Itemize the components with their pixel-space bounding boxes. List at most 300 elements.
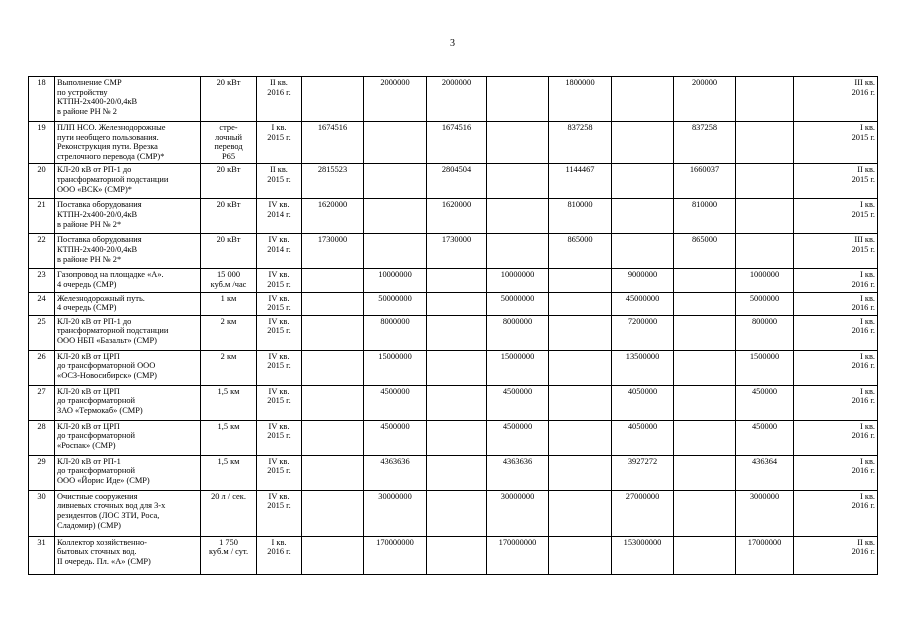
- object-name-line: Поставка оборудования: [57, 235, 142, 245]
- amount-cell: 865000: [549, 234, 612, 269]
- capacity-line: 20 кВт: [216, 165, 241, 175]
- amount-cell: [674, 350, 736, 385]
- start-period: [257, 490, 302, 536]
- amount-cell: [549, 269, 612, 292]
- capacity-line: перевод: [214, 142, 243, 152]
- start-period: [257, 269, 302, 292]
- amount-cell: [427, 350, 487, 385]
- capacity: [201, 350, 257, 385]
- start-period-line: I кв.: [271, 123, 287, 132]
- capacity-line: куб.м /час: [210, 279, 247, 289]
- capacity: [201, 164, 257, 199]
- capacity: [201, 315, 257, 350]
- amount-cell: 810000: [549, 199, 612, 234]
- table-row: [29, 420, 878, 455]
- start-period: [257, 234, 302, 269]
- end-period-line: I кв.: [860, 456, 875, 466]
- start-period-line: 2015 г.: [267, 466, 291, 476]
- object-name-line: «ОСЗ-Новосибирск» (СМР): [57, 370, 157, 380]
- object-name-line: Реконструкция пути. Врезка: [57, 142, 158, 152]
- object-name-line: «Роспак» (СМР): [57, 440, 116, 450]
- amount-cell: 837258: [674, 122, 736, 164]
- amount-cell: [427, 315, 487, 350]
- end-period: [794, 122, 878, 164]
- amount-cell: [427, 420, 487, 455]
- table-row: [29, 122, 878, 164]
- amount-cell: [612, 122, 674, 164]
- row-number: 25: [29, 315, 55, 350]
- object-name: [55, 199, 201, 234]
- amount-cell: [302, 385, 364, 420]
- object-name-line: КЛ-20 кВ от ЦРП: [57, 386, 120, 396]
- start-period: [257, 77, 302, 122]
- start-period-line: IV кв.: [268, 456, 290, 466]
- object-name-line: ООО НБП «Базальт» (СМР): [57, 335, 157, 345]
- start-period-line: 2015 г.: [267, 431, 291, 441]
- end-period: [794, 455, 878, 490]
- object-name-line: в районе РН № 2: [57, 106, 117, 116]
- amount-cell: 5000000: [736, 292, 794, 315]
- amount-cell: 4363636: [487, 455, 549, 490]
- amount-cell: 17000000: [736, 536, 794, 574]
- start-period-line: 2015 г.: [267, 303, 291, 313]
- end-period: [794, 315, 878, 350]
- amount-cell: [549, 292, 612, 315]
- table-body: [29, 77, 878, 575]
- end-period-line: I кв.: [860, 200, 875, 210]
- object-name: [55, 385, 201, 420]
- end-period-line: 2016 г.: [851, 501, 875, 511]
- amount-cell: 15000000: [364, 350, 427, 385]
- amount-cell: [302, 455, 364, 490]
- start-period-line: 2015 г.: [267, 361, 291, 371]
- amount-cell: 1800000: [549, 77, 612, 122]
- capacity: [201, 122, 257, 164]
- table-row: [29, 164, 878, 199]
- row-number: 19: [29, 122, 55, 164]
- end-period-line: I кв.: [860, 421, 875, 431]
- amount-cell: [674, 536, 736, 574]
- amount-cell: [549, 385, 612, 420]
- amount-cell: 2815523: [302, 164, 364, 199]
- amount-cell: 450000: [736, 420, 794, 455]
- capacity-line: стре-: [219, 123, 238, 132]
- capacity: [201, 234, 257, 269]
- amount-cell: 810000: [674, 199, 736, 234]
- amount-cell: [612, 234, 674, 269]
- capacity-line: 2 км: [220, 351, 237, 361]
- amount-cell: 4500000: [364, 385, 427, 420]
- object-name: [55, 164, 201, 199]
- end-period-line: 2016 г.: [851, 326, 875, 336]
- end-period-line: 2016 г.: [851, 431, 875, 441]
- start-period: [257, 315, 302, 350]
- capacity: [201, 292, 257, 315]
- object-name-line: ООО «Йорис Иде» (СМР): [57, 475, 150, 485]
- amount-cell: 30000000: [364, 490, 427, 536]
- start-period-line: IV кв.: [268, 235, 290, 245]
- end-period-line: 2015 г.: [851, 132, 875, 142]
- capacity: [201, 490, 257, 536]
- amount-cell: [427, 385, 487, 420]
- amount-cell: 2000000: [364, 77, 427, 122]
- amount-cell: 200000: [674, 77, 736, 122]
- amount-cell: [674, 385, 736, 420]
- amount-cell: 450000: [736, 385, 794, 420]
- object-name-line: ливневых сточных вод для 3-х: [57, 501, 166, 511]
- object-name-line: трансформаторной подстанции: [57, 326, 169, 336]
- amount-cell: 3927272: [612, 455, 674, 490]
- amount-cell: [549, 490, 612, 536]
- amount-cell: [302, 490, 364, 536]
- capacity-line: 20 кВт: [216, 200, 241, 210]
- object-name-line: Железнодорожный путь.: [57, 293, 145, 303]
- amount-cell: 3000000: [736, 490, 794, 536]
- table-row: [29, 77, 878, 122]
- object-name: [55, 122, 201, 164]
- amount-cell: 800000: [736, 315, 794, 350]
- amount-cell: [302, 420, 364, 455]
- amount-cell: 30000000: [487, 490, 549, 536]
- start-period: [257, 292, 302, 315]
- amount-cell: [736, 77, 794, 122]
- object-name: [55, 455, 201, 490]
- row-number: 22: [29, 234, 55, 269]
- amount-cell: 170000000: [487, 536, 549, 574]
- capacity: [201, 77, 257, 122]
- end-period-line: 2016 г.: [851, 547, 875, 557]
- capacity-line: куб.м / сут.: [208, 547, 249, 557]
- start-period: [257, 455, 302, 490]
- amount-cell: 4363636: [364, 455, 427, 490]
- object-name: [55, 234, 201, 269]
- amount-cell: 436364: [736, 455, 794, 490]
- amount-cell: 13500000: [612, 350, 674, 385]
- start-period-line: 2015 г.: [267, 279, 291, 289]
- amount-cell: 50000000: [364, 292, 427, 315]
- amount-cell: [549, 350, 612, 385]
- object-name-line: до трансформаторной: [57, 466, 136, 476]
- end-period-line: I кв.: [860, 270, 875, 280]
- row-number: 30: [29, 490, 55, 536]
- row-number: 28: [29, 420, 55, 455]
- table-row: [29, 455, 878, 490]
- amount-cell: 4500000: [487, 385, 549, 420]
- object-name: [55, 269, 201, 292]
- end-period: [794, 490, 878, 536]
- amount-cell: [736, 164, 794, 199]
- object-name: [55, 292, 201, 315]
- object-name-line: ЗАО «Термокаб» (СМР): [57, 405, 143, 415]
- amount-cell: [427, 536, 487, 574]
- object-name-line: в районе РН № 2*: [57, 254, 122, 264]
- amount-cell: [674, 490, 736, 536]
- start-period-line: IV кв.: [268, 491, 290, 501]
- end-period: [794, 164, 878, 199]
- amount-cell: 8000000: [487, 315, 549, 350]
- amount-cell: 50000000: [487, 292, 549, 315]
- amount-cell: [736, 122, 794, 164]
- end-period-line: 2016 г.: [851, 279, 875, 289]
- capacity-line: 20 кВт: [216, 78, 241, 87]
- capacity: [201, 199, 257, 234]
- amount-cell: 45000000: [612, 292, 674, 315]
- start-period-line: IV кв.: [268, 293, 290, 303]
- object-name-line: ООО «ВСК» (СМР)*: [57, 184, 132, 194]
- amount-cell: [302, 350, 364, 385]
- amount-cell: 170000000: [364, 536, 427, 574]
- amount-cell: 837258: [549, 122, 612, 164]
- object-name-line: КЛ-20 кВ от ЦРП: [57, 421, 120, 431]
- amount-cell: 1730000: [302, 234, 364, 269]
- end-period-line: 2016 г.: [851, 361, 875, 371]
- start-period-line: IV кв.: [268, 316, 290, 326]
- start-period-line: 2016 г.: [267, 87, 291, 97]
- amount-cell: 1620000: [427, 199, 487, 234]
- row-number: 20: [29, 164, 55, 199]
- start-period-line: 2014 г.: [267, 209, 291, 219]
- capacity-line: 20 кВт: [216, 235, 241, 245]
- amount-cell: 7200000: [612, 315, 674, 350]
- capacity-line: 1,5 км: [217, 456, 240, 466]
- amount-cell: [364, 122, 427, 164]
- object-name-line: КТПН-2х400-20/0,4кВ: [57, 244, 138, 254]
- object-name: [55, 315, 201, 350]
- amount-cell: [674, 315, 736, 350]
- amount-cell: [549, 536, 612, 574]
- end-period-line: 2015 г.: [851, 209, 875, 219]
- amount-cell: 1660037: [674, 164, 736, 199]
- amount-cell: 1730000: [427, 234, 487, 269]
- end-period: [794, 420, 878, 455]
- amount-cell: 2804504: [427, 164, 487, 199]
- end-period: [794, 385, 878, 420]
- object-name: [55, 350, 201, 385]
- table-row: [29, 234, 878, 269]
- object-name-line: резидентов (ЛОС ЗТИ, Роса,: [57, 510, 160, 520]
- end-period-line: I кв.: [860, 351, 875, 361]
- amount-cell: [302, 315, 364, 350]
- end-period: [794, 269, 878, 292]
- object-name-line: 4 очередь (СМР): [57, 303, 117, 313]
- capacity-line: 2 км: [220, 316, 237, 326]
- amount-cell: [487, 199, 549, 234]
- amount-cell: [549, 315, 612, 350]
- amount-cell: [612, 77, 674, 122]
- end-period-line: I кв.: [860, 293, 875, 303]
- start-period-line: II кв.: [270, 165, 288, 175]
- object-name-line: Очистные сооружения: [57, 491, 138, 501]
- amount-cell: 4500000: [487, 420, 549, 455]
- amount-cell: [302, 292, 364, 315]
- end-period-line: 2016 г.: [851, 303, 875, 313]
- capacity: [201, 455, 257, 490]
- amount-cell: [427, 455, 487, 490]
- start-period-line: 2015 г.: [267, 396, 291, 406]
- end-period-line: II кв.: [857, 537, 875, 547]
- start-period-line: 2016 г.: [267, 547, 291, 557]
- object-name-line: бытовых сточных вод.: [57, 547, 137, 557]
- row-number: 31: [29, 536, 55, 574]
- end-period-line: I кв.: [860, 386, 875, 396]
- object-name-line: Сладомир) (СМР): [57, 520, 121, 530]
- end-period: [794, 350, 878, 385]
- start-period-line: 2015 г.: [267, 501, 291, 511]
- start-period: [257, 385, 302, 420]
- end-period-line: II кв.: [857, 165, 875, 175]
- object-name-line: КЛ-20 кВ от ЦРП: [57, 351, 120, 361]
- amount-cell: [302, 77, 364, 122]
- amount-cell: [674, 292, 736, 315]
- amount-cell: 865000: [674, 234, 736, 269]
- object-name-line: Газопровод на площадке «А».: [57, 270, 164, 280]
- start-period: [257, 122, 302, 164]
- amount-cell: [549, 420, 612, 455]
- capacity-line: 1,5 км: [217, 386, 240, 396]
- capacity-line: 15 000: [216, 270, 241, 280]
- investment-table: [28, 76, 878, 575]
- object-name-line: 4 очередь (СМР): [57, 279, 117, 289]
- object-name-line: Поставка оборудования: [57, 200, 142, 210]
- amount-cell: [364, 234, 427, 269]
- row-number: 23: [29, 269, 55, 292]
- end-period-line: III кв.: [854, 78, 875, 87]
- object-name-line: трансформаторной подстанции: [57, 174, 169, 184]
- amount-cell: [736, 199, 794, 234]
- object-name-line: до трансформаторной ООО: [57, 361, 156, 371]
- start-period-line: 2015 г.: [267, 174, 291, 184]
- amount-cell: [427, 269, 487, 292]
- amount-cell: 1144467: [549, 164, 612, 199]
- end-period-line: 2015 г.: [851, 174, 875, 184]
- end-period-line: 2016 г.: [851, 396, 875, 406]
- amount-cell: 2000000: [427, 77, 487, 122]
- start-period: [257, 199, 302, 234]
- object-name-line: до трансформаторной: [57, 396, 136, 406]
- amount-cell: [674, 420, 736, 455]
- amount-cell: 4500000: [364, 420, 427, 455]
- amount-cell: [612, 199, 674, 234]
- start-period-line: IV кв.: [268, 200, 290, 210]
- row-number: 18: [29, 77, 55, 122]
- start-period-line: I кв.: [271, 537, 287, 547]
- end-period: [794, 536, 878, 574]
- capacity: [201, 385, 257, 420]
- row-number: 26: [29, 350, 55, 385]
- amount-cell: 10000000: [487, 269, 549, 292]
- capacity-line: 1 750: [219, 537, 238, 547]
- amount-cell: [674, 455, 736, 490]
- object-name: [55, 77, 201, 122]
- table-row: [29, 490, 878, 536]
- amount-cell: [302, 536, 364, 574]
- object-name-line: КЛ-20 кВ от РП-1 до: [57, 165, 132, 175]
- object-name-line: по устройству: [57, 87, 108, 97]
- object-name-line: КТПН-2х400-20/0,4кВ: [57, 209, 138, 219]
- object-name-line: Выполнение СМР: [57, 78, 122, 87]
- page-number: 3: [450, 38, 455, 49]
- object-name-line: КТПН-2х400-20/0,4кВ: [57, 97, 138, 107]
- row-number: 29: [29, 455, 55, 490]
- table-row: [29, 350, 878, 385]
- amount-cell: [549, 455, 612, 490]
- start-period-line: IV кв.: [268, 351, 290, 361]
- start-period: [257, 420, 302, 455]
- start-period-line: 2014 г.: [267, 244, 291, 254]
- object-name-line: II очередь. Пл. «А» (СМР): [57, 556, 151, 566]
- amount-cell: 1674516: [427, 122, 487, 164]
- start-period-line: 2015 г.: [267, 132, 291, 142]
- start-period: [257, 536, 302, 574]
- amount-cell: 8000000: [364, 315, 427, 350]
- object-name: [55, 536, 201, 574]
- start-period-line: IV кв.: [268, 421, 290, 431]
- capacity: [201, 269, 257, 292]
- object-name-line: Коллектор хозяйственно-: [57, 537, 147, 547]
- start-period-line: IV кв.: [268, 270, 290, 280]
- end-period: [794, 77, 878, 122]
- amount-cell: 15000000: [487, 350, 549, 385]
- capacity-line: 1 км: [220, 293, 237, 303]
- table-row: [29, 269, 878, 292]
- table-row: [29, 536, 878, 574]
- object-name: [55, 420, 201, 455]
- row-number: 27: [29, 385, 55, 420]
- object-name-line: КЛ-20 кВ от РП-1 до: [57, 316, 132, 326]
- start-period-line: IV кв.: [268, 386, 290, 396]
- capacity-line: лочный: [215, 132, 242, 142]
- object-name-line: пути необщего пользования.: [57, 132, 159, 142]
- object-name-line: до трансформаторной: [57, 431, 136, 441]
- amount-cell: [302, 269, 364, 292]
- amount-cell: [427, 490, 487, 536]
- object-name-line: ПЛП НСО. Железнодорожные: [57, 123, 166, 132]
- amount-cell: 153000000: [612, 536, 674, 574]
- end-period-line: III кв.: [854, 235, 875, 245]
- amount-cell: [674, 269, 736, 292]
- table-row: [29, 315, 878, 350]
- object-name: [55, 490, 201, 536]
- amount-cell: [487, 122, 549, 164]
- amount-cell: [736, 234, 794, 269]
- capacity: [201, 536, 257, 574]
- amount-cell: 1500000: [736, 350, 794, 385]
- end-period: [794, 199, 878, 234]
- amount-cell: 27000000: [612, 490, 674, 536]
- amount-cell: [487, 77, 549, 122]
- table-row: [29, 385, 878, 420]
- end-period: [794, 292, 878, 315]
- amount-cell: [364, 164, 427, 199]
- end-period-line: 2015 г.: [851, 244, 875, 254]
- end-period-line: I кв.: [860, 123, 875, 132]
- end-period-line: I кв.: [860, 491, 875, 501]
- table-row: [29, 199, 878, 234]
- amount-cell: [612, 164, 674, 199]
- object-name-line: КЛ-20 кВ от РП-1: [57, 456, 121, 466]
- row-number: 24: [29, 292, 55, 315]
- end-period: [794, 234, 878, 269]
- amount-cell: [427, 292, 487, 315]
- end-period-line: I кв.: [860, 316, 875, 326]
- start-period-line: 2015 г.: [267, 326, 291, 336]
- table-row: [29, 292, 878, 315]
- capacity-line: 1,5 км: [217, 421, 240, 431]
- amount-cell: [487, 164, 549, 199]
- capacity: [201, 420, 257, 455]
- start-period-line: II кв.: [270, 78, 288, 87]
- amount-cell: 9000000: [612, 269, 674, 292]
